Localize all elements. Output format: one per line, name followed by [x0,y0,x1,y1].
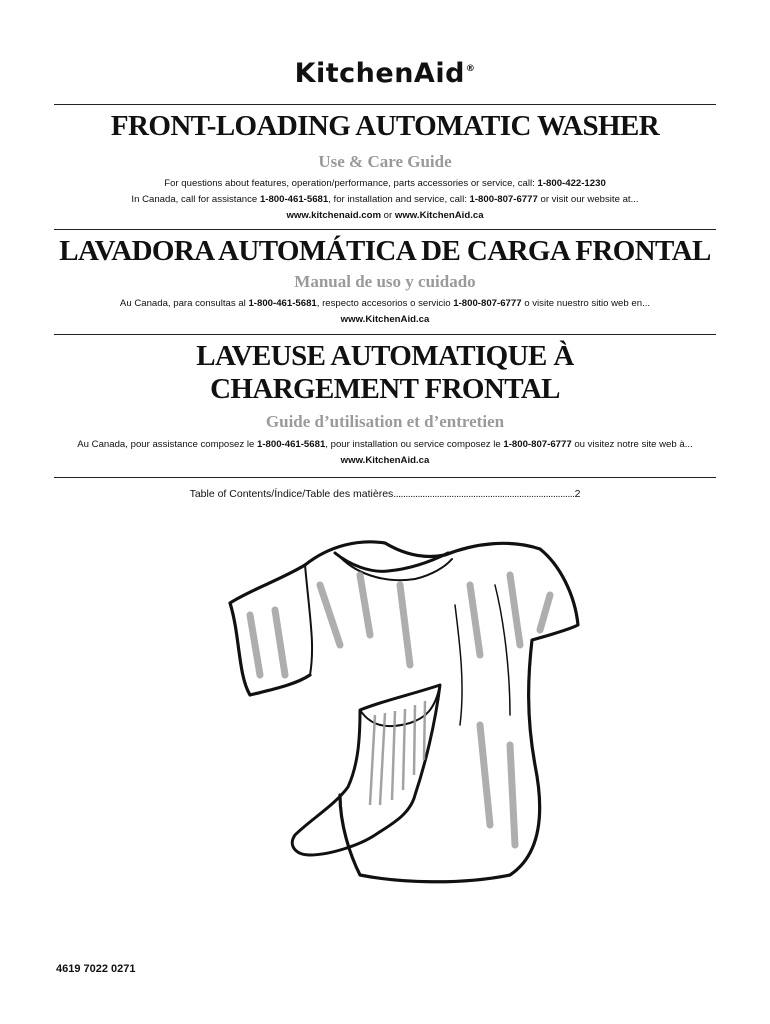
phone-number: 1-800-461-5681 [257,439,326,450]
shirt-and-sock-icon [210,525,580,905]
kitchenaid-logo [0,58,770,89]
phone-number: 1-800-461-5681 [248,298,317,309]
table-of-contents-entry[interactable] [0,488,770,500]
info-text: ou visitez notre site web à... [571,439,693,450]
logo-text: KitchenAid [294,58,465,89]
toc-label: Table of Contents/Índice/Table des matières [189,488,394,500]
spanish-contact-line-1 [0,296,770,312]
website-link[interactable]: www.KitchenAid.ca [340,455,430,466]
info-text: o visite nuestro sitio web en... [521,298,651,309]
spanish-title: LAVADORA AUTOMÁTICA DE CARGA FRONTAL [59,235,711,267]
divider-rule [54,334,716,335]
info-text: Au Canada, para consultas al [119,298,249,309]
info-text: or visit our website at... [537,194,639,205]
info-text: or [381,210,395,221]
english-contact-line-3 [0,208,770,224]
toc-dots: ........................................................................... [393,488,575,500]
toc-page: 2 [574,488,581,500]
info-text: , for installation and service, call: [328,194,470,205]
spanish-subtitle: Manual de uso y cuidado [294,272,476,291]
french-title-line-1: LAVEUSE AUTOMATIQUE À [196,340,574,372]
spanish-contact-line-2 [0,312,770,328]
phone-number: 1-800-807-6777 [503,439,572,450]
french-contact-line-1 [0,437,770,453]
divider-rule [54,229,716,230]
french-subtitle: Guide d’utilisation et d’entretien [265,412,505,431]
website-link[interactable]: www.KitchenAid.ca [340,314,430,325]
english-title: FRONT-LOADING AUTOMATIC WASHER [110,110,660,142]
phone-number: 1-800-422-1230 [537,178,606,189]
document-number: 4619 7022 0271 [56,963,136,975]
phone-number: 1-800-807-6777 [469,194,538,205]
info-text: Au Canada, pour assistance composez le [77,439,257,450]
website-link[interactable]: www.KitchenAid.ca [394,210,484,221]
phone-number: 1-800-807-6777 [453,298,522,309]
french-title [0,340,770,406]
english-subtitle: Use & Care Guide [318,152,452,171]
french-contact-line-2 [0,453,770,469]
french-title-line-2: CHARGEMENT FRONTAL [210,373,560,405]
info-text: In Canada, call for assistance [131,194,260,205]
divider-rule [54,104,716,105]
info-text: For questions about features, operation/performance, parts accessories or service, call: [164,178,538,189]
info-text: , pour installation ou service composez le [325,439,504,450]
website-link[interactable]: www.kitchenaid.com [286,210,381,221]
registered-mark: ® [465,64,476,74]
divider-rule [54,477,716,478]
english-contact-line-2 [0,192,770,208]
info-text: , respecto accesorios o servicio [316,298,454,309]
english-contact-line-1 [0,176,770,192]
phone-number: 1-800-461-5681 [259,194,329,205]
